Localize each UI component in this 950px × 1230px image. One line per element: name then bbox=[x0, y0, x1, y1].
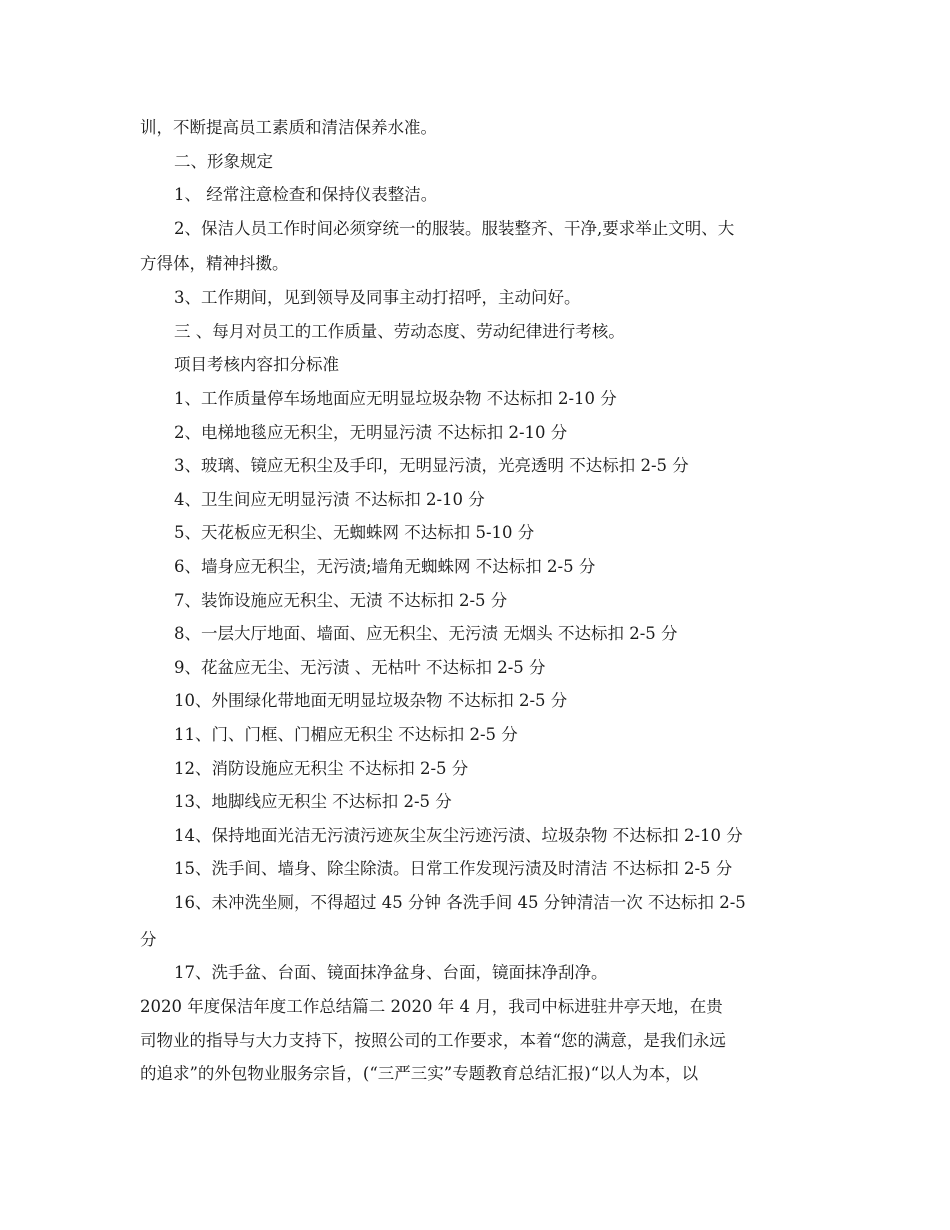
list-item: 7、装饰设施应无积尘、无渍 不达标扣 2-5 分 bbox=[174, 591, 508, 610]
text-line: 1、 经常注意检查和保持仪表整洁。 bbox=[174, 185, 438, 204]
list-item: 14、保持地面光洁无污渍污迹灰尘灰尘污迹污渍、垃圾杂物 不达标扣 2-10 分 bbox=[174, 826, 743, 845]
list-item: 16、未冲洗坐厕，不得超过 45 分钟 各洗手间 45 分钟清洁一次 不达标扣 2-5 bbox=[174, 893, 746, 912]
list-item: 11、门、门框、门楣应无积尘 不达标扣 2-5 分 bbox=[174, 725, 518, 744]
text-line: 2020 年度保洁年度工作总结篇二 2020 年 4 月，我司中标进驻井亭天地，在贵 bbox=[140, 997, 723, 1016]
list-item: 5、天花板应无积尘、无蜘蛛网 不达标扣 5-10 分 bbox=[174, 523, 535, 542]
text-line: 分 bbox=[140, 930, 157, 949]
list-item: 2、电梯地毯应无积尘，无明显污渍 不达标扣 2-10 分 bbox=[174, 423, 568, 442]
list-item: 15、洗手间、墙身、除尘除渍。日常工作发现污渍及时清洁 不达标扣 2-5 分 bbox=[174, 859, 733, 878]
list-item: 6、墙身应无积尘，无污渍;墙角无蜘蛛网 不达标扣 2-5 分 bbox=[174, 557, 596, 576]
list-item: 10、外围绿化带地面无明显垃圾杂物 不达标扣 2-5 分 bbox=[174, 691, 568, 710]
text-line: 方得体，精神抖擞。 bbox=[140, 254, 289, 273]
table-heading: 项目考核内容扣分标准 bbox=[174, 355, 339, 374]
text-line: 的追求”的外包物业服务宗旨，(“三严三实”专题教育总结汇报)“以人为本，以 bbox=[140, 1064, 699, 1083]
list-item: 8、一层大厅地面、墙面、应无积尘、无污渍 无烟头 不达标扣 2-5 分 bbox=[174, 624, 678, 643]
list-item: 13、地脚线应无积尘 不达标扣 2-5 分 bbox=[174, 792, 452, 811]
text-line: 司物业的指导与大力支持下，按照公司的工作要求，本着“您的满意，是我们永远 bbox=[140, 1031, 726, 1050]
list-item: 1、工作质量停车场地面应无明显垃圾杂物 不达标扣 2-10 分 bbox=[174, 389, 617, 408]
list-item: 17、洗手盆、台面、镜面抹净盆身、台面，镜面抹净刮净。 bbox=[174, 963, 608, 982]
list-item: 9、花盆应无尘、无污渍 、无枯叶 不达标扣 2-5 分 bbox=[174, 658, 546, 677]
list-item: 12、消防设施应无积尘 不达标扣 2-5 分 bbox=[174, 759, 469, 778]
text-line: 2、保洁人员工作时间必须穿统一的服装。服装整齐、干净,要求举止文明、大 bbox=[174, 219, 735, 238]
section-heading: 三 、每月对员工的工作质量、劳动态度、劳动纪律进行考核。 bbox=[174, 322, 625, 341]
text-line: 3、工作期间，见到领导及同事主动打招呼，主动问好。 bbox=[174, 288, 581, 307]
section-heading: 二、形象规定 bbox=[174, 152, 273, 171]
text-line: 训，不断提高员工素质和清洁保养水准。 bbox=[140, 118, 437, 137]
list-item: 4、卫生间应无明显污渍 不达标扣 2-10 分 bbox=[174, 490, 485, 509]
list-item: 3、玻璃、镜应无积尘及手印，无明显污渍，光亮透明 不达标扣 2-5 分 bbox=[174, 456, 689, 475]
